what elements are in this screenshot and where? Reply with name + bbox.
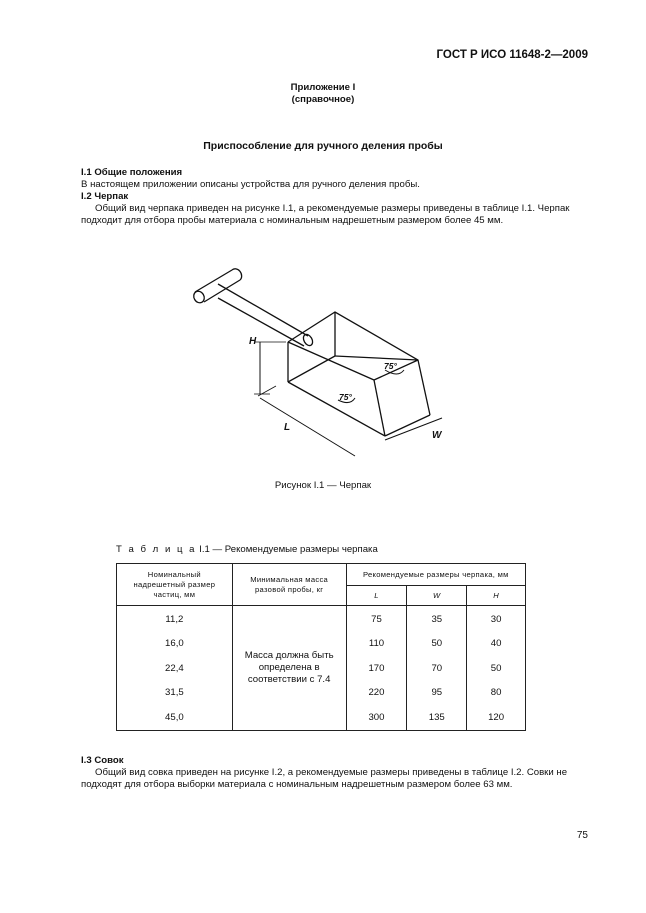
size-value: 16,0 — [165, 638, 184, 650]
angle-label-top: 75° — [384, 361, 397, 371]
H-column — [467, 606, 526, 731]
section-title: Приспособление для ручного деления пробы — [203, 140, 443, 152]
section-3-text-line1: Общий вид совка приведен на рисунке I.2, а рекомендуемые размеры приведены в таблице I.2. Совки не — [95, 767, 568, 778]
W-value: 70 — [431, 662, 443, 674]
size-value: 31,5 — [165, 687, 184, 699]
table-caption — [116, 544, 378, 555]
W-value: 95 — [431, 687, 443, 699]
particle-size-column — [117, 606, 233, 731]
H-value: 30 — [490, 614, 502, 625]
H-value: 40 — [490, 638, 502, 650]
label-L: L — [284, 422, 291, 433]
L-value: 75 — [371, 614, 382, 625]
W-value: 135 — [428, 711, 445, 723]
W-value: 50 — [431, 638, 443, 650]
W-value: 35 — [431, 614, 443, 625]
section-3-text-line2: подходят для отбора выборки материала с номинальным надрешетным размером более 63 мм. — [81, 779, 513, 790]
appendix-subtitle: (справочное) — [291, 94, 355, 105]
H-value: 50 — [490, 662, 502, 674]
L-value: 170 — [368, 662, 385, 674]
subheader-W: W — [407, 586, 467, 606]
section-2-text-line2: подходит для отбора пробы материала с номинальным надрешетным размером более 45 мм. — [81, 215, 504, 226]
section-2-heading: I.2 Черпак — [81, 191, 129, 202]
size-value: 45,0 — [165, 711, 184, 723]
L-value: 220 — [368, 687, 385, 699]
subheader-H: H — [467, 586, 526, 606]
figure-caption: Рисунок I.1 — Черпак — [274, 480, 372, 491]
table-caption-number: I.1 — [199, 544, 210, 555]
W-column — [407, 606, 467, 731]
col-header-min-mass: Минимальная масса разовой пробы, кг — [232, 564, 346, 606]
subheader-L: L — [346, 586, 407, 606]
col-header-particle-size: Номинальный надрешетный размер частиц, мм — [117, 564, 233, 606]
section-3-heading: I.3 Совок — [81, 755, 124, 766]
section-1-heading: I.1 Общие положения — [81, 167, 183, 178]
appendix-title: Приложение I — [290, 82, 356, 93]
page-number: 75 — [576, 830, 588, 841]
H-value: 120 — [488, 711, 505, 723]
size-value: 22,4 — [165, 662, 184, 674]
size-value: 11,2 — [165, 614, 184, 625]
angle-label-front: 75° — [339, 392, 352, 402]
section-2-text-line1: Общий вид черпака приведен на рисунке I.1, а рекомендуемые размеры приведены в таблице I.1. Черпак — [95, 203, 570, 214]
section-1-text: В настоящем приложении описаны устройства для ручного деления пробы. — [81, 179, 420, 190]
label-W: W — [432, 430, 442, 441]
table-caption-prefix: Т а б л и ц а — [116, 544, 197, 555]
col-header-dimensions: Рекомендуемые размеры черпака, мм — [346, 564, 525, 586]
scoop-dimensions-table — [116, 563, 526, 731]
H-value: 80 — [490, 687, 502, 699]
label-H: H — [249, 336, 257, 347]
table-caption-text: — Рекомендуемые размеры черпака — [212, 544, 378, 555]
scoop-figure — [180, 260, 470, 460]
L-value: 110 — [368, 638, 385, 650]
standard-designation: ГОСТ Р ИСО 11648-2—2009 — [436, 49, 588, 61]
mass-note-cell: Масса должна быть определена в соответствии с 7.4 — [232, 606, 346, 731]
L-column — [346, 606, 407, 731]
L-value: 300 — [368, 711, 385, 723]
